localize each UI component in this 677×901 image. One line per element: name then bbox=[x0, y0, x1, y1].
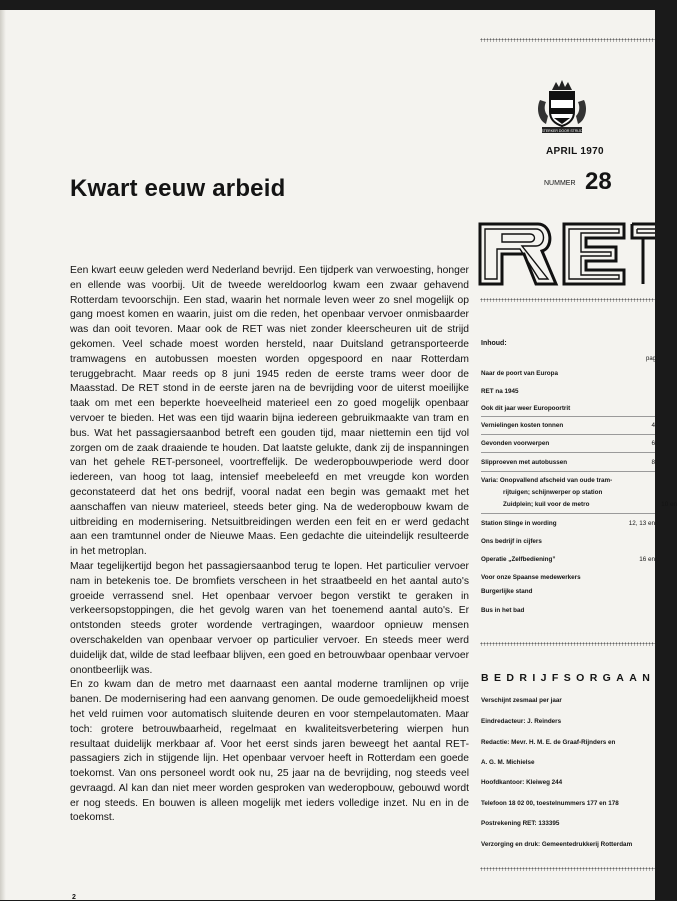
toc-item: Slipproeven met autobussen 8 bbox=[481, 459, 655, 466]
toc-item: Operatie „Zelfbediening” 16 en bbox=[481, 556, 655, 563]
toc-item: Ook dit jaar weer Europoortrit bbox=[481, 405, 571, 412]
issue-number: 28 bbox=[585, 168, 612, 195]
dotted-rule bbox=[480, 642, 655, 646]
toc-item: Vernielingen kosten tonnen 4 bbox=[481, 422, 655, 429]
toc-item: rijtuigen; schijnwerper op station bbox=[503, 489, 603, 496]
issue-number-label: NUMMER bbox=[544, 180, 576, 187]
colophon-line: Verzorging en druk: Gemeentedrukkerij Rotterdam bbox=[481, 841, 633, 848]
toc-divider bbox=[481, 416, 655, 417]
rotterdam-crest-icon bbox=[534, 78, 590, 136]
colophon-line: Hoofdkantoor: Kleiweg 244 bbox=[481, 779, 563, 786]
issue-date: APRIL 1970 bbox=[546, 146, 604, 157]
article-paragraph: En zo kwam dan de metro met daarnaast een aantal moderne tramlijnen op vrije banen. De modernisering had een aanvang genomen. De oude gemoedelijkheid moest het veld ruimen voor automatisch sluitende deuren en voor stempelautomaten. Maar toch: grotere betrouwbaarheid, regelmaat en kwaliteitsverbetering wierpen hun resultaat duidelijk merkbaar af. Voor het eerst sinds jaren beweegt het aantal RET-passagiers zich in stijgende lijn. Het openbaar vervoer heeft in Rotterdam een goede toekomst. Van ons personeel wordt ook nu, 25 jaar na de bevrijding, nog steeds veel gevraagd. Al kan dan niet meer worden gesproken van wederopbouw, gebouwd wordt er nog steeds. En bouwen is alleen mogelijk met ieders volledige inzet. Nu en in de toekomst. bbox=[70, 679, 469, 824]
toc-item: Voor onze Spaanse medewerkers bbox=[481, 574, 581, 581]
colophon-line: Telefoon 18 02 00, toestelnummers 177 en 178 bbox=[481, 800, 619, 807]
colophon-heading: BEDRIJFSORGAAN bbox=[481, 672, 656, 684]
article-body bbox=[70, 264, 469, 826]
toc-item: Naar de poort van Europa bbox=[481, 370, 558, 377]
colophon-line: A. G. M. Michielse bbox=[481, 759, 535, 766]
toc-page-heading: pag bbox=[646, 356, 657, 362]
ret-logo bbox=[480, 218, 655, 290]
colophon-line: Postrekening RET: 133395 bbox=[481, 820, 560, 827]
toc-divider bbox=[481, 471, 655, 472]
toc-divider bbox=[481, 513, 655, 514]
crest-motto: STERKER DOOR STRIJD bbox=[541, 129, 583, 133]
toc-item: Station Slinge in wording 12, 13 en bbox=[481, 520, 655, 527]
toc-divider bbox=[481, 452, 655, 453]
article-paragraph: Maar tegelijkertijd begon het passagiersaanbod terug te lopen. Het particulier vervoer nam in betekenis toe. De bromfiets verscheen in het straatbeeld en het aantal auto's groeide verrassend snel. Het openbaar vervoer begon verstikt te geraken in verkeersopstoppingen, die het gevolg waren van het toenemend aantal auto's. Er ontstonden steeds groter wordende vertragingen, waardoor opnieuw mensen overschakelden van openbaar vervoer op particulier vervoer. En steeds meer werd duidelijk dat, wilde de stad leefbaar blijven, een goed en betrouwbaar openbaar vervoer onontbeerlijk was. bbox=[70, 560, 469, 676]
toc-item: Gevonden voorwerpen 6 bbox=[481, 440, 655, 447]
magazine-page bbox=[0, 10, 677, 901]
page-number: 2 bbox=[72, 894, 76, 901]
toc-divider bbox=[481, 434, 655, 435]
toc-item: RET na 1945 bbox=[481, 388, 519, 395]
toc-item: Varia: Onopvallend afscheid van oude tram- bbox=[481, 477, 613, 484]
toc-item: Ons bedrijf in cijfers bbox=[481, 538, 542, 545]
dotted-rule bbox=[480, 298, 655, 302]
colophon-line: Verschijnt zesmaal per jaar bbox=[481, 697, 562, 704]
dotted-rule bbox=[480, 867, 655, 871]
colophon-line: Eindredacteur: J. Reinders bbox=[481, 718, 562, 725]
dotted-rule bbox=[480, 38, 655, 42]
toc-heading: Inhoud: bbox=[481, 340, 507, 347]
toc-item: Burgerlijke stand bbox=[481, 588, 533, 595]
toc-item: Bus in het bad bbox=[481, 607, 525, 614]
article-paragraph: Een kwart eeuw geleden werd Nederland bevrijd. Een tijdperk van verwoesting, honger en ellende was voorbij. Uit de tweede wereldoorlog kwam een zwaar gehavend Rotterdam tevoorschijn. Een stad, waarin het normale leven weer zo snel mogelijk op gang moest komen en waarin, juist om die reden, het openbaar vervoer onmisbaarder was dan ooit tevoren. Maar ook de RET was niet zonder kleerscheuren uit de strijd gekomen. Veel schade moest worden hersteld, naar Duitsland getransporteerde tramwagens en autobussen moesten worden opgespoord en naar Rotterdam teruggebracht. Maar reeds op 8 juni 1945 reden de eerste trams weer door de Maasstad. De RET stond in de eerste jaren na de bevrijding voor de uiterst moeilijke taak om met een beperkte hoeveelheid materieel een zo goed mogelijk openbaar vervoer te bieden. Het was een tijd waarin bijna iedereen gebruikmaakte van tram en bus. Wat het passagiersaanbod betreft een gouden tijd, maar niettemin een tijd vol zorgen om de zaak draaiende te houden. Dat laatste gelukte, dank zij de inspanningen van het gehele RET-personeel, voortreffelijk. De wederopbouwperiode werd door iedereen, van hoog tot laag, intensief meebeleefd en met vreugde kon worden geconstateerd dat het ons bedrijf, vooral nadat een begin was gemaakt met het aanschaffen van nieuw materieel, steeds beter ging. Na de wederopbouw kwam de uitbreiding en modernisering. Netsuitbreidingen werden een feit en er werd gedacht aan een tramtunnel onder de Nieuwe Maas. Een gedachte die uiteindelijk resulteerde in het metroplan. bbox=[70, 265, 469, 558]
colophon-line: Redactie: Mevr. H. M. E. de Graaf-Rijnders en bbox=[481, 739, 616, 746]
toc-item: Zuidplein; kuil voor de metro 10 en bbox=[503, 501, 677, 508]
article-title: Kwart eeuw arbeid bbox=[70, 175, 286, 202]
